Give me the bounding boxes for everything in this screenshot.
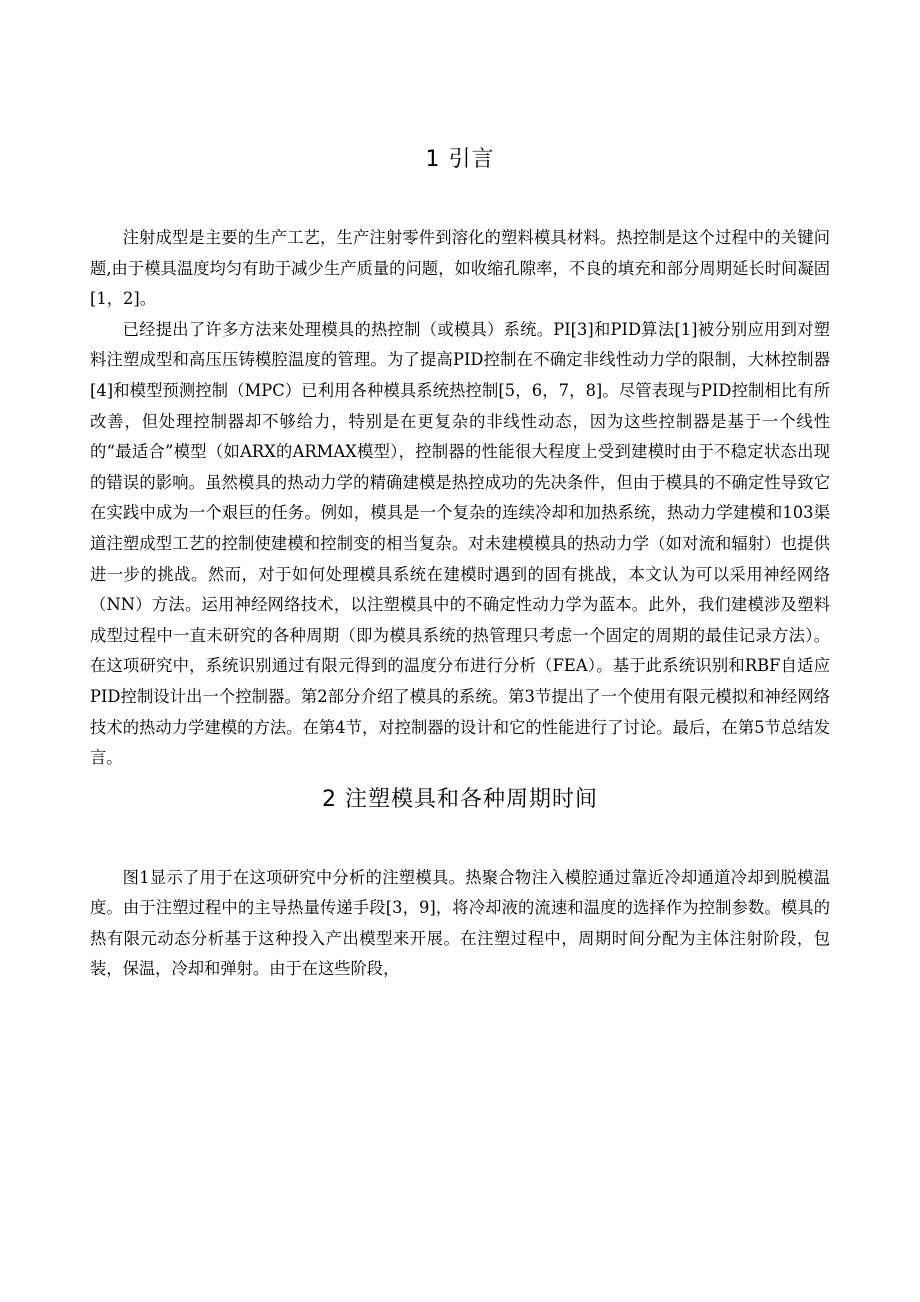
paragraph: 图1显示了用于在这项研究中分析的注塑模具。热聚合物注入模腔通过靠近冷却通道冷却到脱模温度。由于注塑过程中的主导热量传递手段[3，9]，将冷却液的流速和温度的选择作为控制参数。模具的热有限元动态分析基于这种投入产出模型来开展。在注塑过程中，周期时间分配为主体注射阶段，包装，保温，冷却和弹射。由于在这些阶段， [90, 867, 830, 979]
paragraph: 已经提出了许多方法来处理模具的热控制（或模具）系统。PI[3]和PID算法[1]被分别应用到对塑料注塑成型和高压压铸模腔温度的管理。为了提高PID控制在不确定非线性动力学的限制，大林控制器[4]和模型预测控制（MPC）已利用各种模具系统热控制[5，6，7，8]。尽管表现与PID控制相比有所改善，但处理控制器却不够给力，特别是在更复杂的非线性动态，因为这些控制器是基于一个线性的“最适合”模型（如ARX的ARMAX模型），控制器的性能很大程度上受到建模时由于不稳定状态出现的错误的影响。虽然模具的热动力学的精确建模是热控成功的先决条件，但由于模具的不确定性导致它在实践中成为一个艰巨的任务。例如，模具是一个复杂的连续冷却和加热系统，热动力学建模和103渠道注塑成型工艺的控制使建模和控制变的相当复杂。对未建模模具的热动力学（如对流和辐射）也提供进一步的挑战。然而，对于如何处理模具系统在建模时遇到的固有挑战，本文认为可以采用神经网络（NN）方法。运用神经网络技术，以注塑模具中的不确定性动力学为蓝本。此外，我们建模涉及塑料成型过程中一直未研究的各种周期（即为模具系统的热管理只考虑一个固定的周期的最佳记录方法）。在这项研究中，系统识别通过有限元得到的温度分布进行分析（FEA）。基于此系统识别和RBF自适应PID控制设计出一个控制器。第2部分介绍了模具的系统。第3节提出了一个使用有限元模拟和神经网络技术的热动力学建模的方法。在第4节，对控制器的设计和它的性能进行了讨论。最后，在第5节总结发言。 [90, 319, 830, 768]
section-heading-introduction: 1 引言 [425, 147, 495, 172]
section-heading-mold-cycle-time: 2 注塑模具和各种周期时间 [322, 786, 598, 812]
document-page [90, 0, 830, 985]
paragraph: 注射成型是主要的生产工艺，生产注射零件到溶化的塑料模具材料。热控制是这个过程中的关键问题,由于模具温度均匀有助于减少生产质量的问题，如收缩孔隙率，不良的填充和部分周期延长时间凝固[1，2]。 [90, 228, 830, 309]
